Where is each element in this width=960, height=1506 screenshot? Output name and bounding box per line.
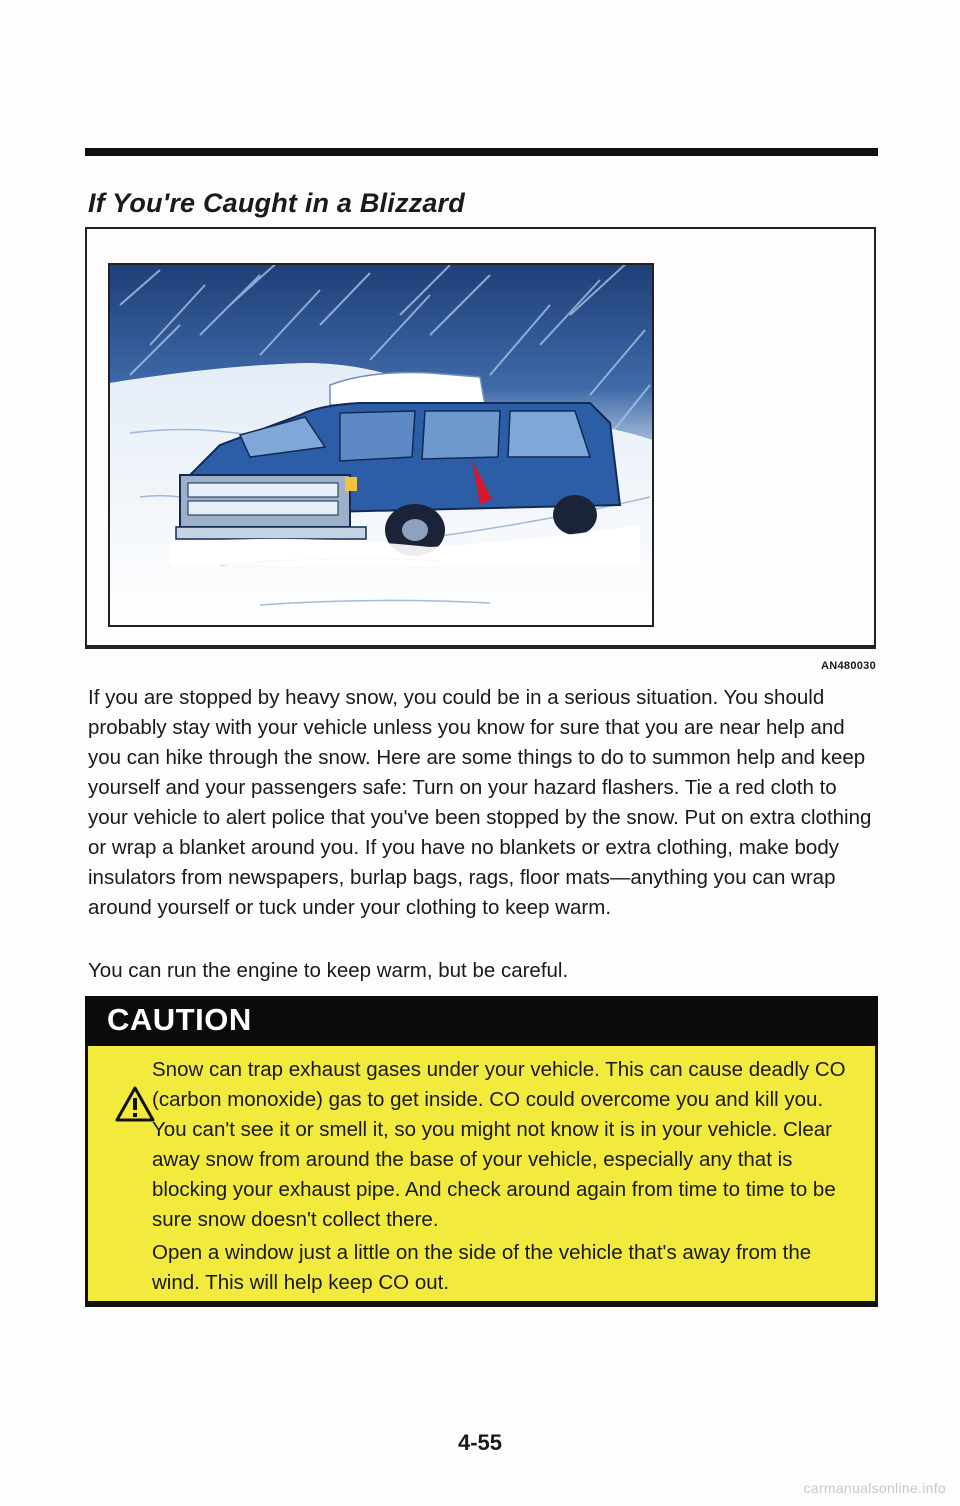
- page-number: 4-55: [457, 1430, 503, 1455]
- top-rule: [85, 148, 878, 156]
- caution-paragraph: Snow can trap exhaust gases under your vehicle. This can cause deadly CO (carbon monoxide) gas to get inside. CO could overcome you and kill you. You can't see it or smell it, so you might not know it is in your vehicle. Clear away snow from around the base of your vehicle, especially any that is blocking your exhaust pipe. And check around again from time to time to be sure snow doesn't collect there.: [152, 1058, 846, 1231]
- figure-code: AN480030: [821, 660, 876, 672]
- caution-header: CAUTION: [85, 996, 878, 1046]
- caution-paragraph: Open a window just a little on the side of the vehicle that's away from the wind. This will help keep CO out.: [152, 1241, 812, 1294]
- body-paragraph: If you are stopped by heavy snow, you could be in a serious situation. You should probably stay with your vehicle unless you know for sure that you are near help and you can hike through the snow. Here are some things to do to summon help and keep yourself and your passengers safe: Turn on your hazard flashers. Tie a red cloth to your vehicle to alert police that you've been stopped by the snow. Put on extra clothing or wrap a blanket around you. If you have no blankets or extra clothing, make body insulators from newspapers, burlap bags, rags, floor mats—anything you can wrap around yourself or tuck under your clothing to keep warm.: [88, 686, 872, 919]
- blizzard-illustration: [108, 263, 654, 627]
- section-heading: If You're Caught in a Blizzard: [88, 188, 465, 218]
- watermark: carmanualsonline.info: [803, 1480, 946, 1496]
- body-paragraph: You can run the engine to keep warm, but be careful.: [88, 959, 569, 982]
- warning-triangle-icon: [115, 1086, 155, 1122]
